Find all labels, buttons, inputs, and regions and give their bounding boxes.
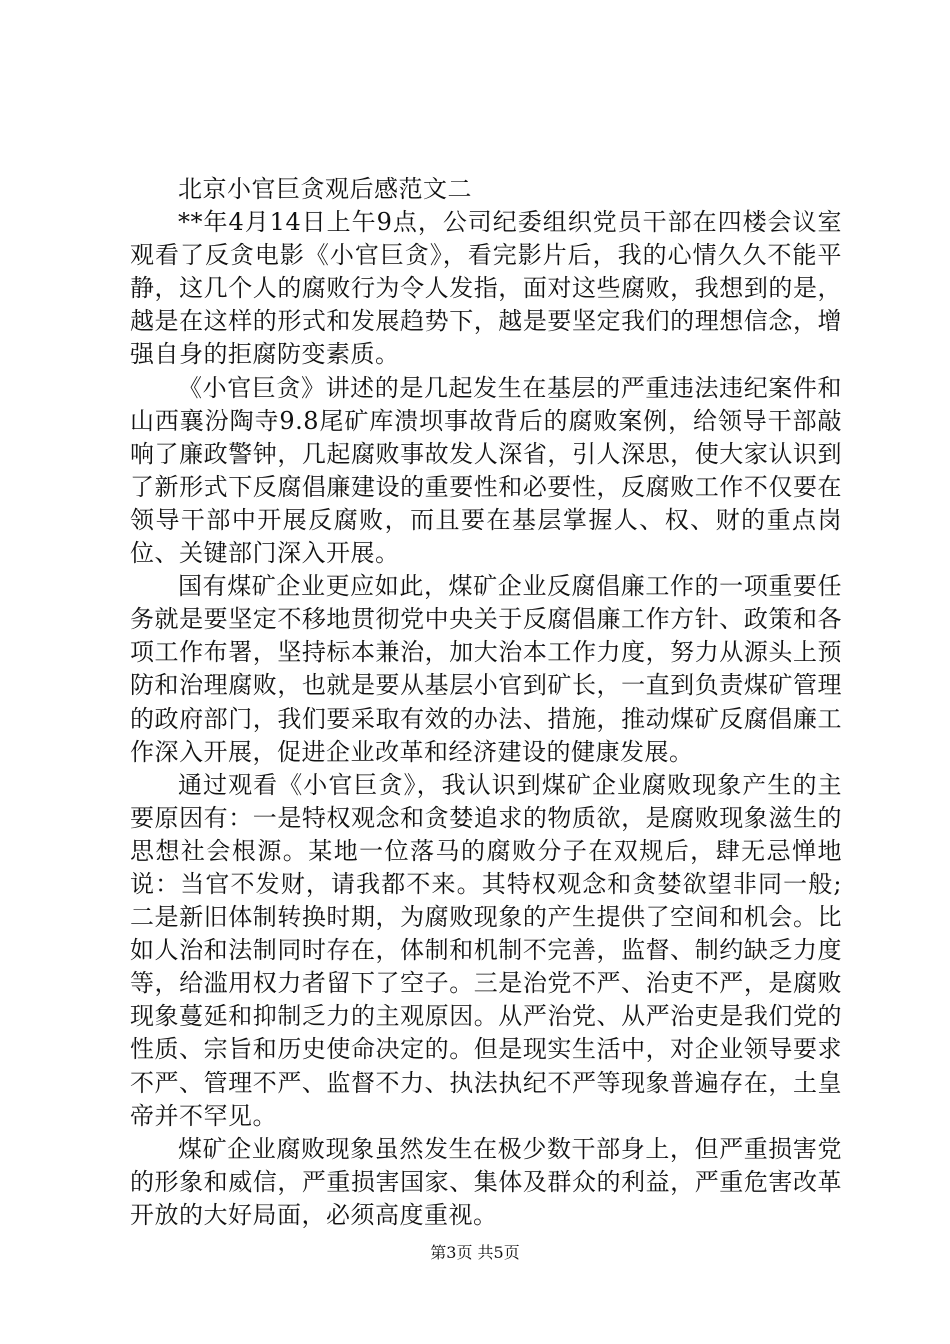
paragraph-1: **年4月14日上午9点，公司纪委组织党员干部在四楼会议室观看了反贪电影《小官巨贪》，看完影片后，我的心情久久不能平静，这几个人的腐败行为令人发指，面对这些腐败，我想到的是，越是在这样的形式和发展趋势下，越是要坚定我们的理想信念，增强自身的拒腐防变素质。 [130,208,842,369]
paragraph-4: 通过观看《小官巨贪》，我认识到煤矿企业腐败现象产生的主要原因有：一是特权观念和贪婪追求的物质欲，是腐败现象滋生的思想社会根源。某地一位落马的腐败分子在双规后，肆无忌惮地说：当官不发财，请我都不来。其特权观念和贪婪欲望非同一般;二是新旧体制转换时期，为腐败现象的产生提供了空间和机会。比如人治和法制同时存在，体制和机制不完善，监督、制约缺乏力度等，给滥用权力者留下了空子。三是治党不严、治吏不严，是腐败现象蔓延和抑制乏力的主观原因。从严治党、从严治吏是我们党的性质、宗旨和历史使命决定的。但是现实生活中，对企业领导要求不严、管理不严、监督不力、执法执纪不严等现象普遍存在，土皇帝并不罕见。 [130,770,842,1130]
document-title: 北京小官巨贪观后感范文二 [178,175,472,203]
paragraph-3: 国有煤矿企业更应如此，煤矿企业反腐倡廉工作的一项重要任务就是要坚定不移地贯彻党中央关于反腐倡廉工作方针、政策和各项工作布署，坚持标本兼治，加大治本工作力度，努力从源头上预防和治理腐败，也就是要从基层小官到矿长，一直到负责煤矿管理的政府部门，我们要采取有效的办法、措施，推动煤矿反腐倡廉工作深入开展，促进企业改革和经济建设的健康发展。 [130,572,842,766]
paragraph-2: 《小官巨贪》讲述的是几起发生在基层的严重违法违纪案件和山西襄汾陶寺9.8尾矿库溃坝事故背后的腐败案例，给领导干部敲响了廉政警钟，几起腐败事故发人深省，引人深思，使大家认识到了新形式下反腐倡廉建设的重要性和必要性，反腐败工作不仅要在领导干部中开展反腐败，而且要在基层掌握人、权、财的重点岗位、关键部门深入开展。 [130,373,842,568]
page-footer: 第3页 共5页 [430,1243,520,1262]
document-body [130,173,842,1232]
paragraph-5: 煤矿企业腐败现象虽然发生在极少数干部身上，但严重损害党的形象和威信，严重损害国家、集体及群众的利益，严重危害改革开放的大好局面，必须高度重视。 [130,1134,842,1229]
